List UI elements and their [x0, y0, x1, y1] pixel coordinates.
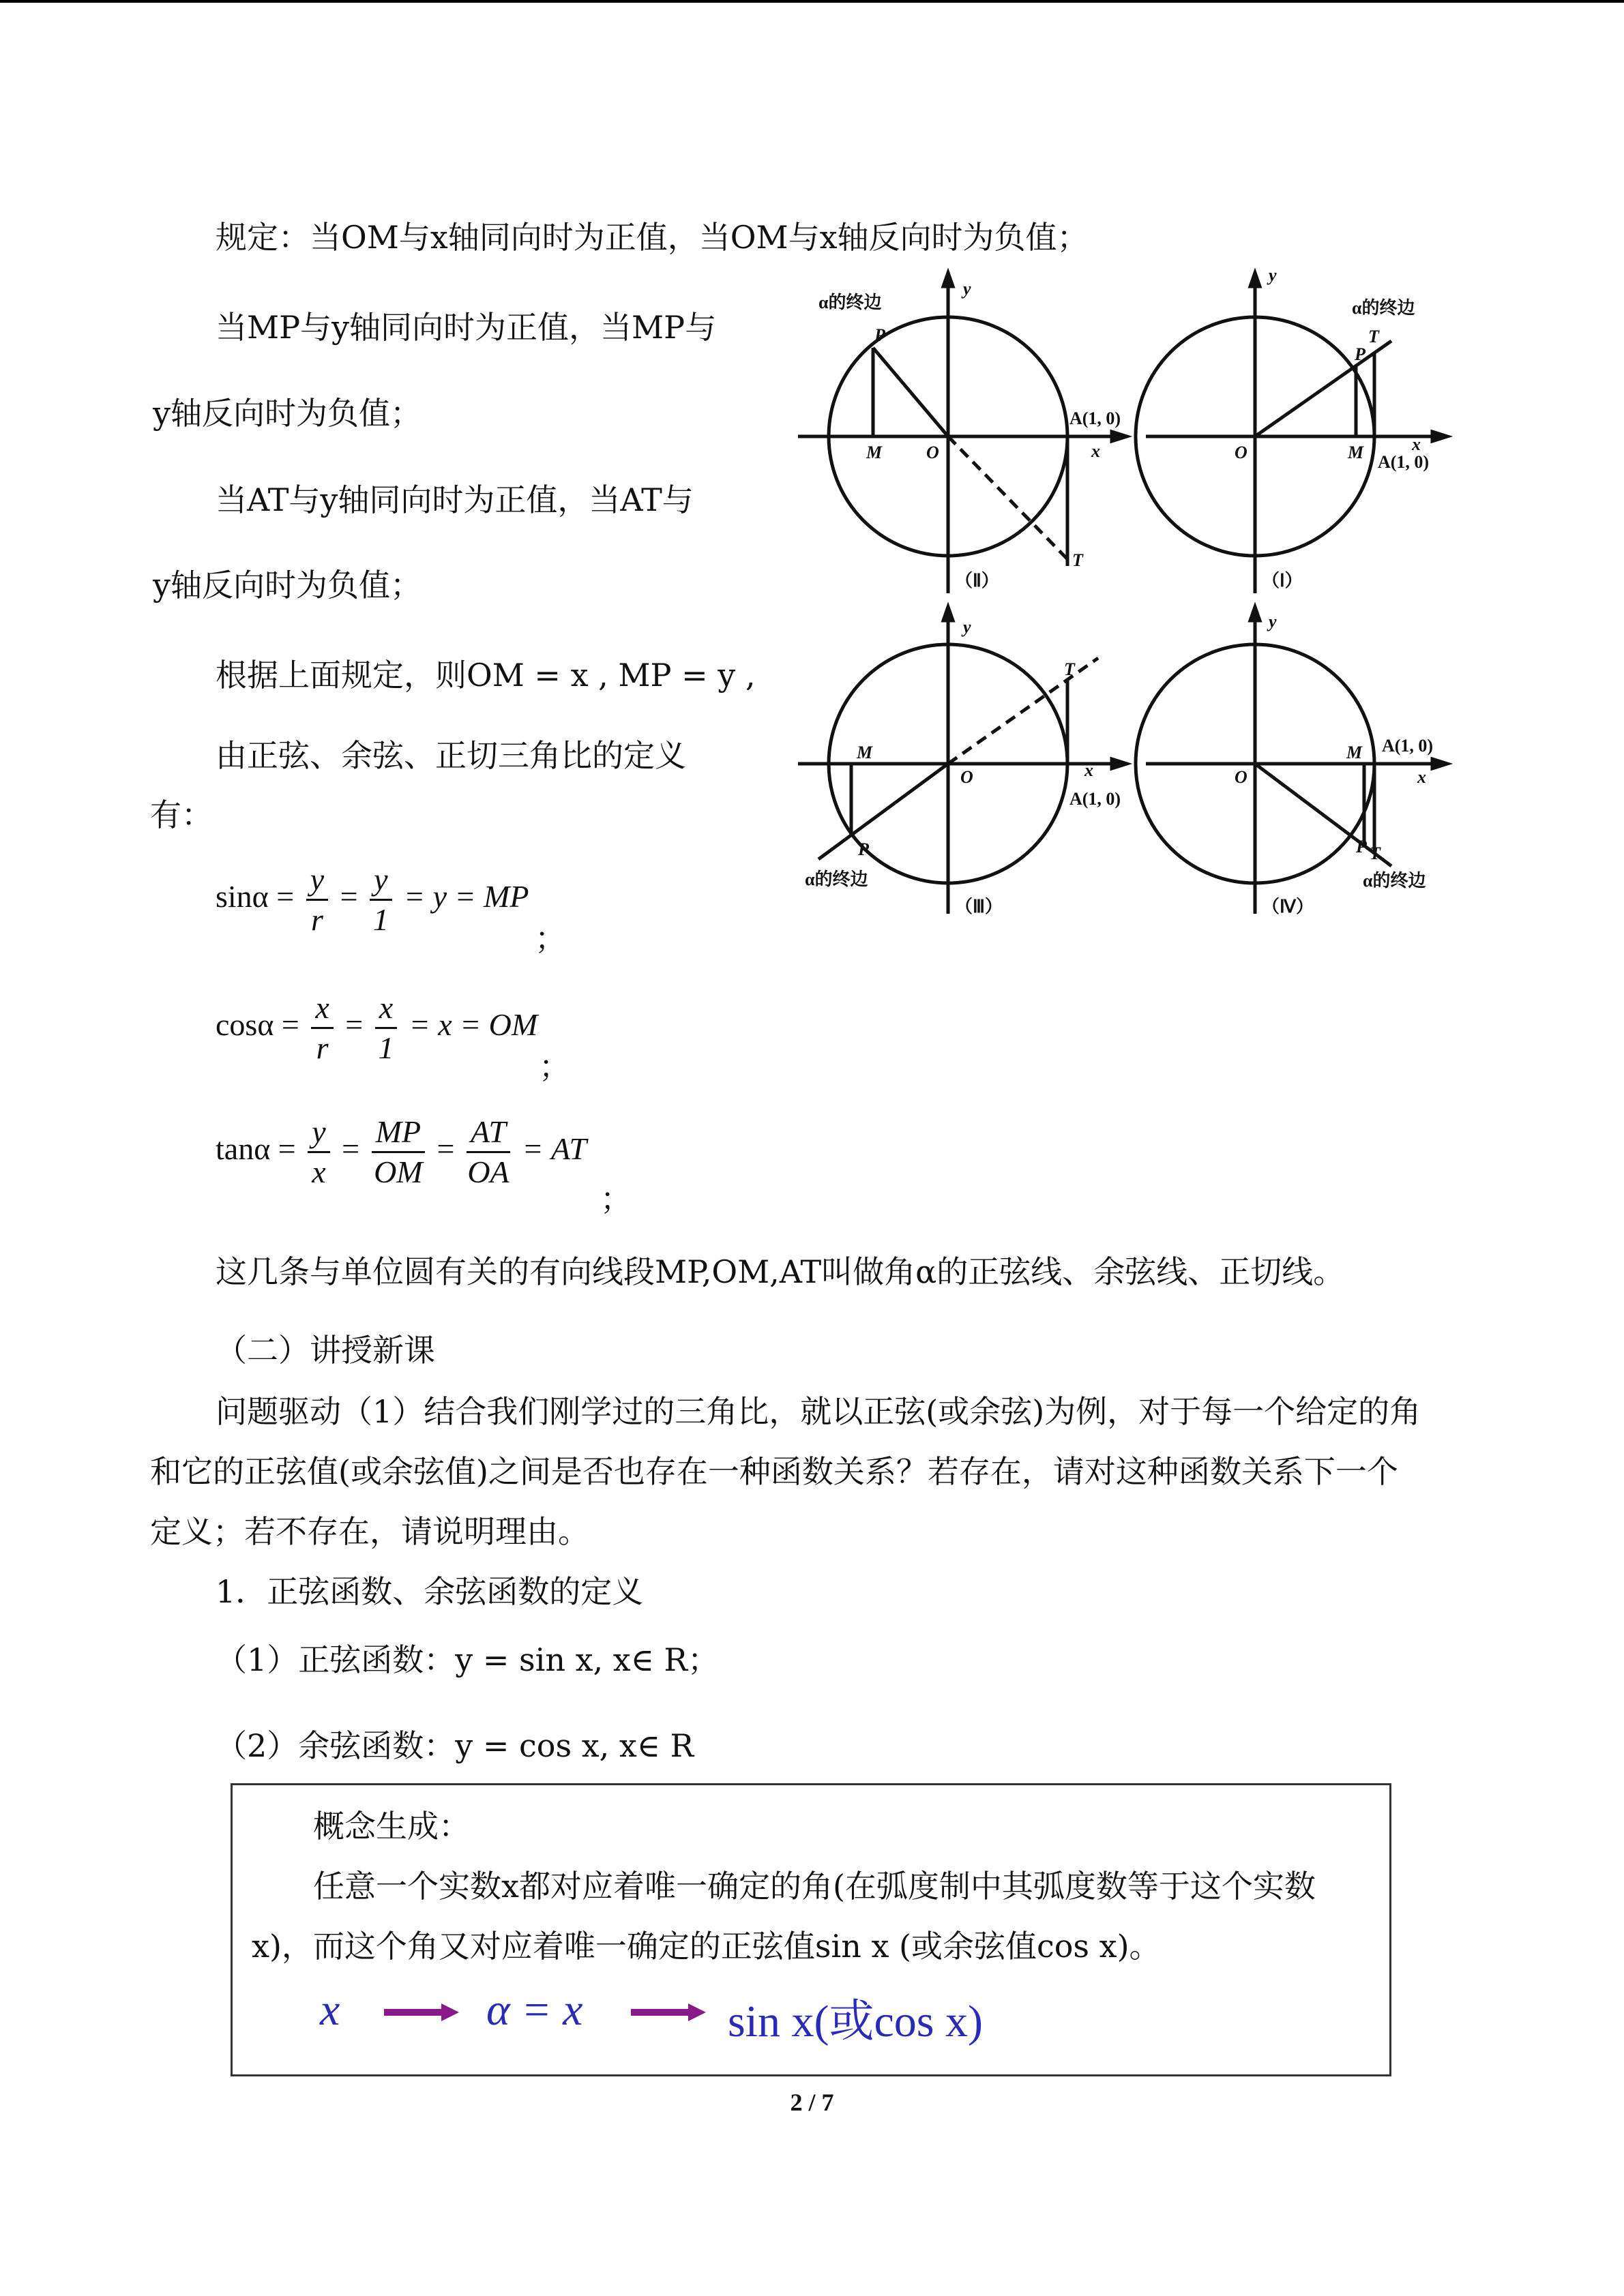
svg-text:P: P — [1355, 344, 1365, 364]
q1-terminal-label: α的终边 — [1352, 298, 1415, 318]
cos-rhs: = x = OM — [409, 1007, 538, 1043]
sin-semicolon: ； — [535, 920, 566, 957]
cos-lhs: cosα = — [216, 1007, 299, 1043]
svg-text:x: x — [1417, 767, 1426, 787]
svg-text:O: O — [926, 443, 939, 462]
cos-frac-1: $\frac{x}{r}$ — [311, 989, 333, 1067]
rule-mp-line1: 当MP与y轴同向时为正值，当MP与 — [216, 309, 717, 346]
svg-text:y: y — [963, 279, 971, 299]
om-mp-definition: 根据上面规定，则OM = x , MP = y , — [216, 657, 756, 694]
flow-result: sin x(或cos x) — [728, 1997, 983, 2046]
concept-line2: x)，而这个角又对应着唯一确定的正弦值sin x (或余弦值cos x)。 — [252, 1928, 1161, 1965]
tan-lhs: tanα = — [216, 1131, 296, 1167]
question-line2: 和它的正弦值(或余弦值)之间是否也存在一种函数关系？若存在，请对这种函数关系下一个 — [150, 1453, 1398, 1490]
svg-text:P: P — [1356, 837, 1367, 856]
cos-semicolon: ； — [539, 1048, 570, 1085]
flow-x: x — [320, 1985, 340, 2035]
flow-arrow-2 — [631, 2003, 706, 2021]
svg-text:O: O — [1235, 767, 1247, 787]
unit-circle-diagrams — [791, 266, 1460, 921]
svg-text:A(1, 0): A(1, 0) — [1378, 452, 1430, 472]
diagram-quadrant-2 — [798, 273, 1127, 593]
svg-text:T: T — [1064, 659, 1075, 679]
svg-text:A(1, 0): A(1, 0) — [1069, 408, 1121, 428]
flow-alpha: α = x — [486, 1985, 583, 2035]
question-line3: 定义；若不存在，请说明理由。 — [150, 1513, 589, 1550]
rule-at-line2: y轴反向时为负值； — [153, 567, 422, 603]
flow-arrow-1 — [384, 2003, 459, 2021]
rule-at-line1: 当AT与y轴同向时为正值，当AT与 — [216, 481, 694, 518]
sin-lhs: sinα = — [216, 879, 295, 914]
sine-function-def: （1）正弦函数：y = sin x, x∈ R； — [216, 1641, 720, 1678]
q4-roman-label: （Ⅳ） — [1262, 897, 1314, 916]
cos-frac-2: $\frac{x}{1}$ — [375, 989, 397, 1067]
sin-rhs: = y = MP — [404, 879, 529, 914]
svg-text:x: x — [1084, 760, 1093, 780]
q2-roman-label: （Ⅱ） — [955, 571, 999, 591]
diagram-quadrant-3 — [798, 607, 1127, 914]
sin-frac-1: $\frac{y}{r}$ — [306, 861, 328, 939]
svg-text:P: P — [874, 325, 885, 345]
svg-text:T: T — [1370, 844, 1381, 863]
tan-rhs: = AT — [522, 1131, 587, 1167]
q3-terminal-label: α的终边 — [805, 869, 868, 889]
tan-frac-3: $\frac{AT}{OA}$ — [467, 1114, 510, 1189]
definition-title: 1．正弦函数、余弦函数的定义 — [216, 1573, 644, 1610]
concept-title: 概念生成： — [313, 1808, 470, 1845]
sin-formula: sinα = $\frac{y}{r}$ = $\frac{y}{1}$ = y = MP — [216, 861, 529, 939]
diagram-quadrant-4 — [1136, 607, 1447, 914]
tan-formula: tanα = $\frac{y}{x}$ = $\frac{MP}{OM}$ = $\frac{AT}{OA}$ = AT — [216, 1113, 587, 1191]
q3-roman-label: （Ⅲ） — [955, 897, 1003, 916]
q2-terminal-label: α的终边 — [818, 293, 882, 312]
svg-text:T: T — [1368, 327, 1379, 346]
question-line1: 问题驱动（1）结合我们刚学过的三角比，就以正弦(或余弦)为例，对于每一个给定的角 — [216, 1393, 1421, 1430]
diagram-quadrant-1 — [1136, 273, 1447, 593]
cosine-function-def: （2）余弦函数：y = cos x, x∈ R — [216, 1727, 694, 1764]
rule-mp-line2: y轴反向时为负值； — [153, 395, 422, 432]
svg-text:A(1, 0): A(1, 0) — [1382, 736, 1434, 756]
svg-text:y: y — [1269, 612, 1277, 631]
trig-def-intro-line2: 有： — [150, 796, 213, 833]
svg-text:A(1, 0): A(1, 0) — [1069, 789, 1121, 809]
cos-formula: cosα = $\frac{x}{r}$ = $\frac{x}{1}$ = x = OM — [216, 989, 537, 1067]
svg-text:y: y — [963, 617, 971, 637]
q1-roman-label: （Ⅰ） — [1262, 571, 1303, 591]
page-number: 2 / 7 — [790, 2089, 834, 2116]
svg-text:O: O — [1235, 443, 1247, 462]
svg-text:M: M — [1346, 743, 1363, 762]
tan-frac-2: $\frac{MP}{OM}$ — [372, 1113, 425, 1191]
svg-text:P: P — [858, 839, 869, 859]
concept-box — [231, 1783, 1391, 2076]
concept-line1: 任意一个实数x都对应着唯一确定的角(在弧度制中其弧度数等于这个实数 — [313, 1868, 1316, 1905]
directed-segments-note: 这几条与单位圆有关的有向线段MP,OM,AT叫做角α的正弦线、余弦线、正切线。 — [216, 1253, 1345, 1290]
tan-frac-1: $\frac{y}{x}$ — [308, 1113, 329, 1191]
svg-text:M: M — [1348, 443, 1364, 462]
svg-text:M: M — [866, 443, 883, 462]
sin-frac-2: $\frac{y}{1}$ — [370, 861, 392, 939]
svg-text:T: T — [1072, 550, 1083, 570]
page-top-border — [0, 0, 1624, 3]
svg-text:x: x — [1091, 441, 1100, 461]
svg-text:x: x — [1412, 434, 1421, 454]
rule-om: 规定：当OM与x轴同向时为正值，当OM与x轴反向时为负值； — [216, 219, 1089, 256]
tan-semicolon: ； — [600, 1180, 632, 1217]
q4-terminal-label: α的终边 — [1363, 871, 1426, 891]
svg-text:y: y — [1269, 266, 1277, 285]
trig-def-intro-line1: 由正弦、余弦、正切三角比的定义 — [216, 737, 686, 774]
svg-text:O: O — [960, 767, 973, 787]
section-heading: （二）讲授新课 — [216, 1332, 435, 1369]
svg-text:M: M — [857, 743, 873, 762]
